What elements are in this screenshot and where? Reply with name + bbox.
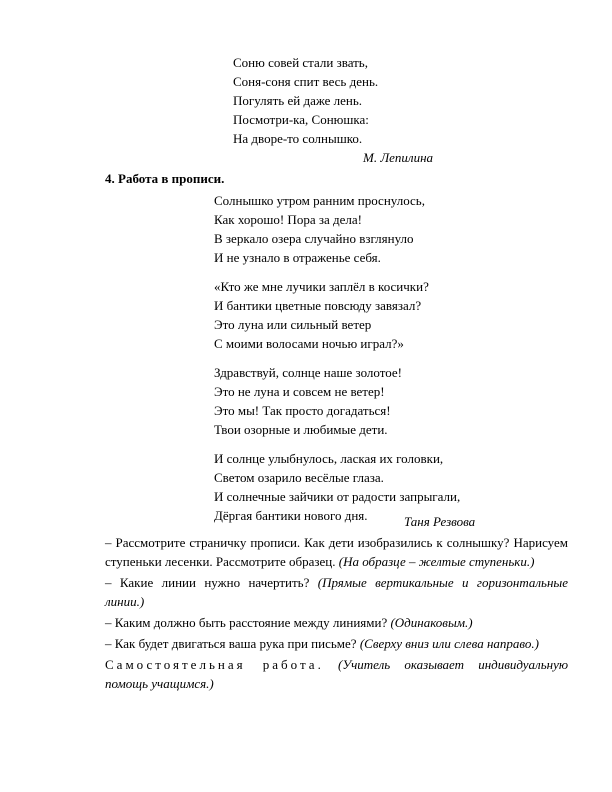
poem-line: Светом озарило весёлые глаза. — [214, 470, 384, 485]
poem-line: Посмотри-ка, Сонюшка: — [233, 112, 369, 127]
paragraph-text: – Рассмотрите страничку прописи. Как дети изобразились к солнышку? Нарисуем ступеньки лесенки. Рассмотрите образец. — [105, 535, 568, 569]
poem-line: И солнечные зайчики от радости запрыгали, — [214, 489, 461, 504]
paragraph-answer: (Сверху вниз или слева направо.) — [359, 636, 539, 651]
paragraph-text: Самостоятельная работа. — [105, 657, 324, 672]
poem-line: Погулять ей даже лень. — [233, 93, 363, 108]
poem-line: Это луна или сильный ветер — [214, 317, 372, 332]
dialogue-paragraph — [105, 613, 568, 632]
dialogue-paragraph — [105, 634, 568, 653]
dialogue-paragraph — [105, 655, 568, 693]
paragraph-text: – Каким должно быть расстояние между линиями? — [105, 615, 388, 630]
poem-line: И бантики цветные повсюду завязал? — [214, 298, 422, 313]
poem-stanza — [214, 363, 460, 439]
poem-line: Соня-соня спит весь день. — [233, 74, 379, 89]
poem-line: Здравствуй, солнце наше золотое! — [214, 365, 402, 380]
poem-author: М. Лепилина — [363, 150, 434, 165]
poem-line: Это не луна и совсем не ветер! — [214, 384, 385, 399]
dialogue-paragraph — [105, 533, 568, 571]
poem-line: Это мы! Так просто догадаться! — [214, 403, 391, 418]
paragraph-answer: (Прямые вертикальные и горизонтальные линии.) — [105, 575, 568, 609]
poem-author: Таня Резвова — [404, 514, 476, 529]
paragraph-answer: (Учитель оказывает индивидуальную помощь учащимся.) — [105, 657, 569, 691]
poem-line: Дёргая бантики нового дня. — [214, 508, 368, 523]
poem-stanza — [214, 191, 460, 267]
poem-sonya — [233, 53, 378, 148]
poem-line: Соню совей стали звать, — [233, 55, 368, 70]
poem-line: Солнышко утром ранним проснулось, — [214, 193, 425, 208]
poem-sun — [214, 191, 460, 535]
poem-line: И солнце улыбнулось, лаская их головки, — [214, 451, 444, 466]
lesson-dialogue — [105, 533, 568, 695]
paragraph-answer: (Одинаковым.) — [390, 615, 473, 630]
poem-line: «Кто же мне лучики заплёл в косички? — [214, 279, 429, 294]
poem-stanza — [214, 277, 460, 353]
poem-line: И не узнало в отраженье себя. — [214, 250, 381, 265]
poem-line: Твои озорные и любимые дети. — [214, 422, 388, 437]
section-heading: 4. Работа в прописи. — [105, 171, 225, 186]
poem-line: В зеркало озера случайно взглянуло — [214, 231, 414, 246]
poem-line: На дворе-то солнышко. — [233, 131, 363, 146]
poem-line: С моими волосами ночью играл?» — [214, 336, 404, 351]
paragraph-answer: (На образце – желтые ступеньки.) — [338, 554, 535, 569]
paragraph-text: – Какие линии нужно начертить? — [105, 575, 310, 590]
paragraph-text: – Как будет двигаться ваша рука при письме? — [105, 636, 357, 651]
poem-line: Как хорошо! Пора за дела! — [214, 212, 362, 227]
dialogue-paragraph — [105, 573, 568, 611]
